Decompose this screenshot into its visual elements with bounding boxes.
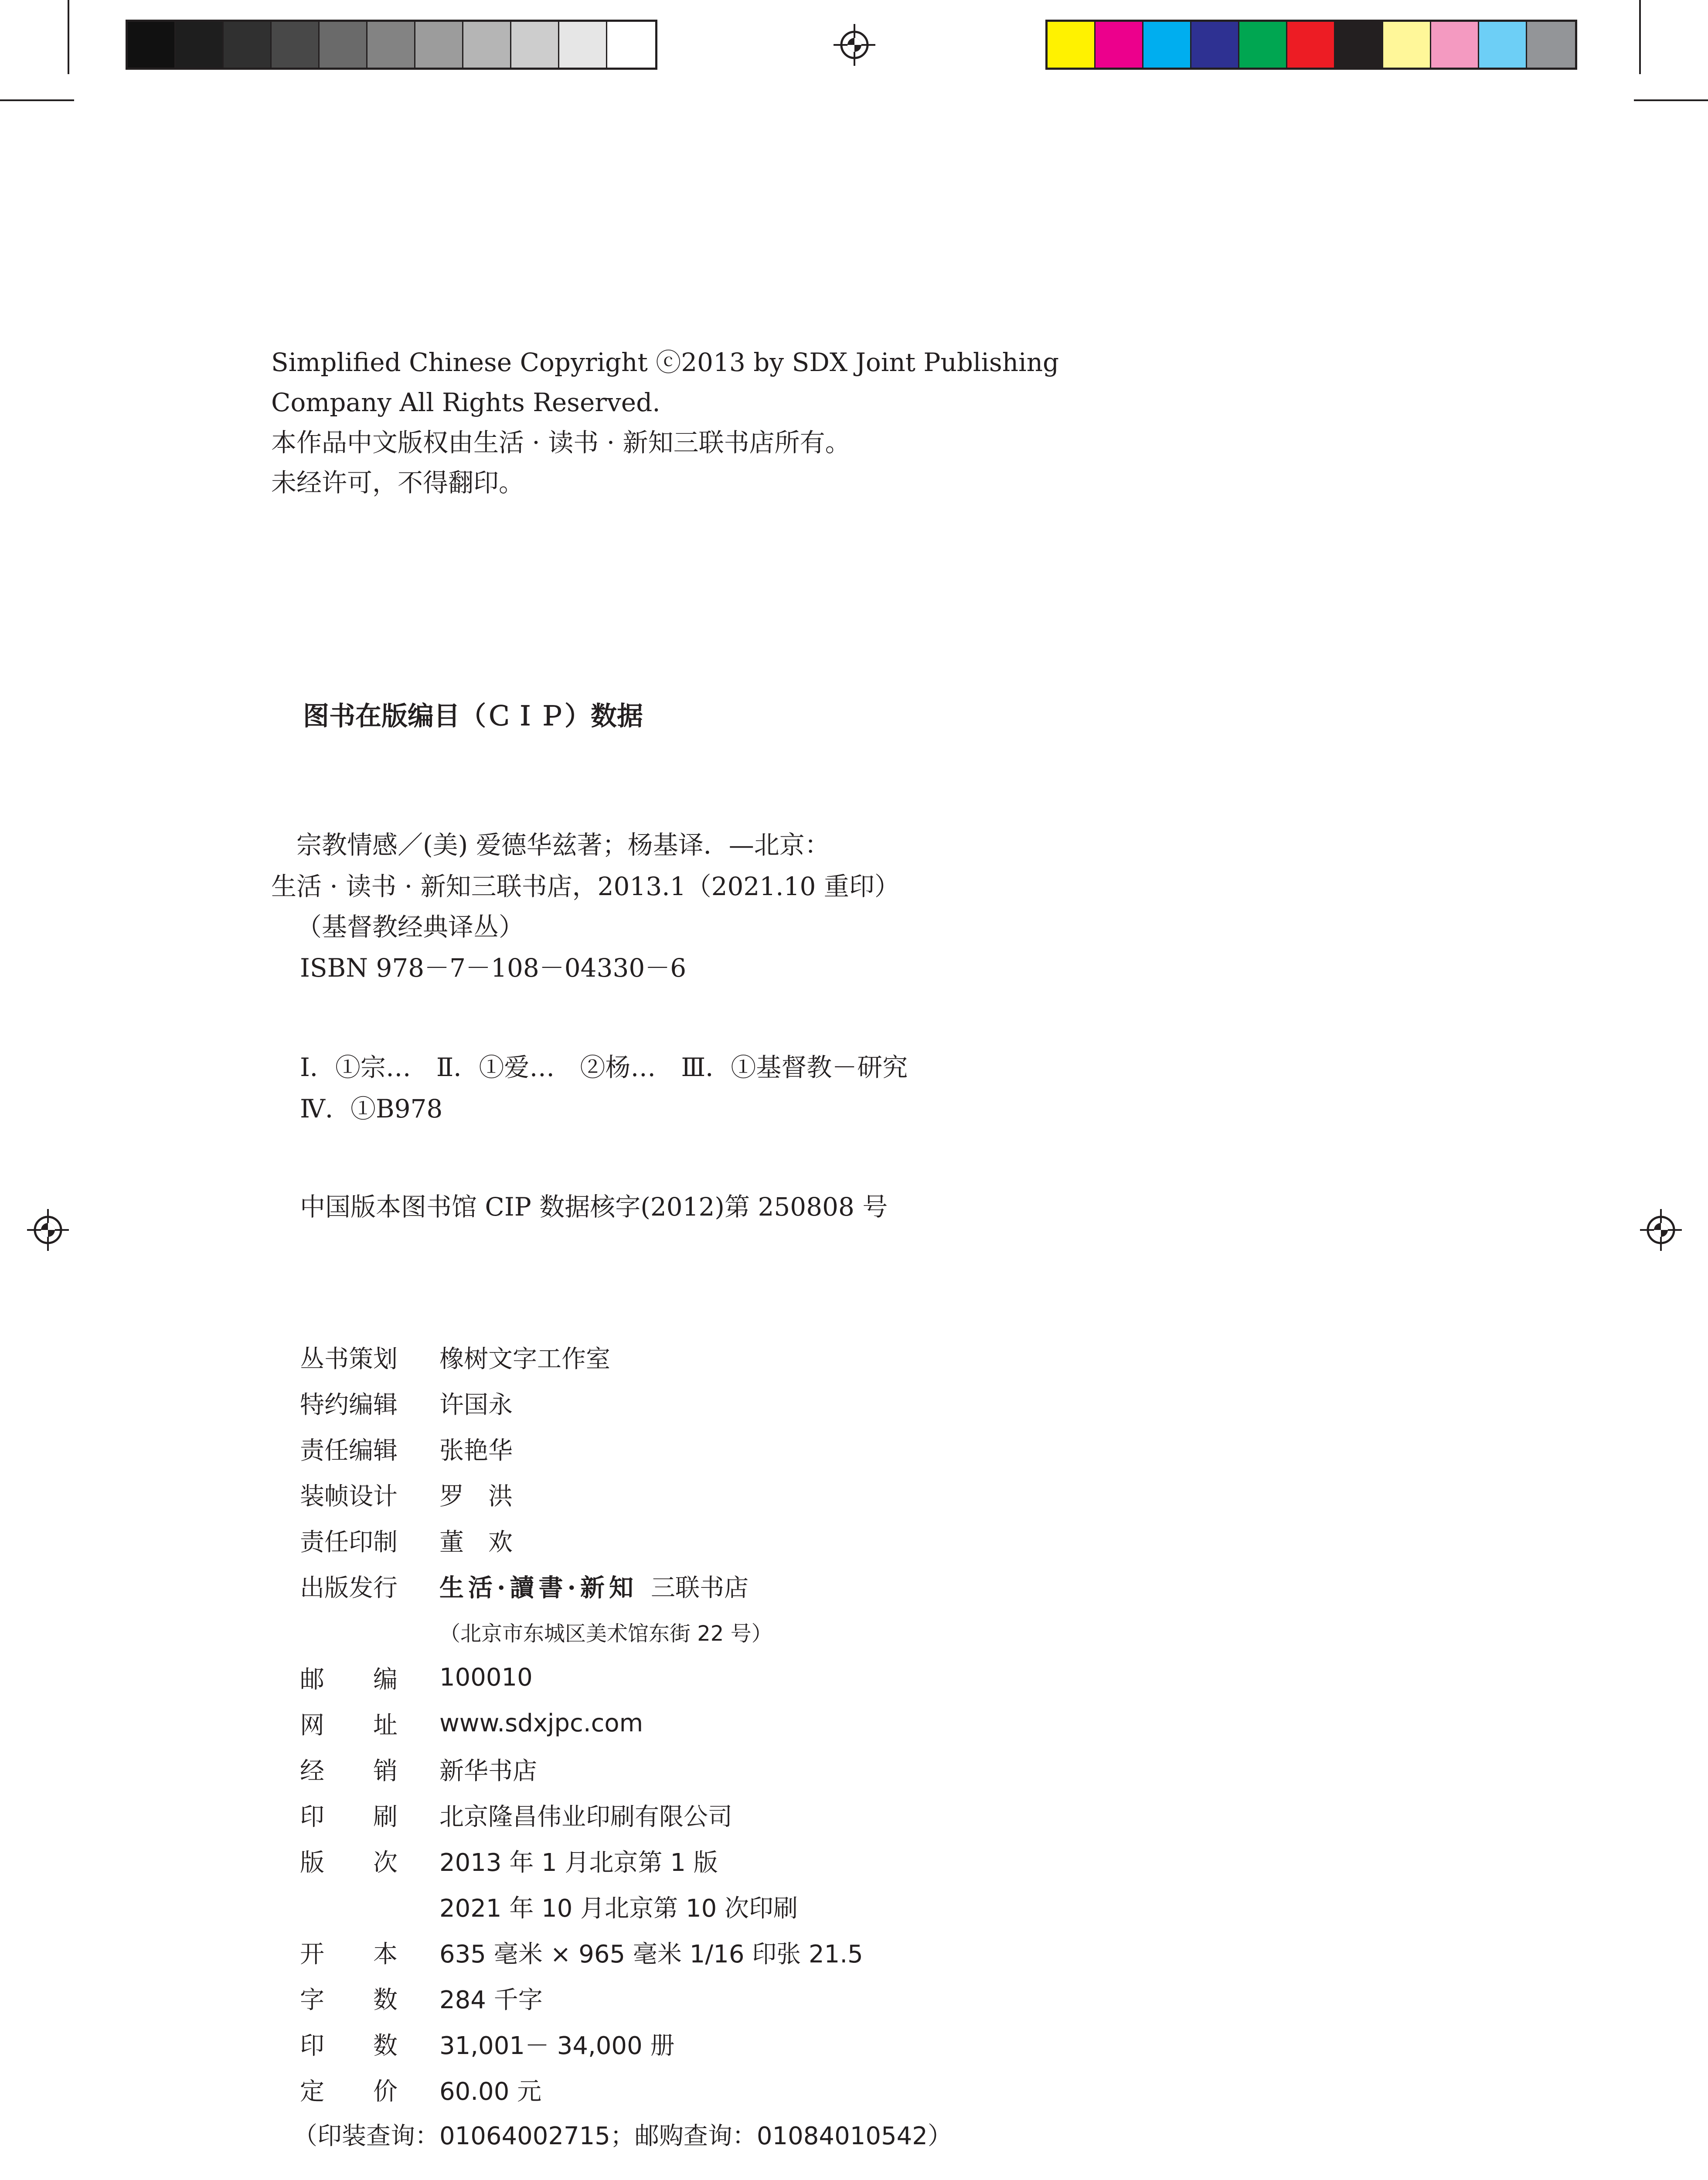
credit-row [300,1929,863,1975]
color-swatch [559,22,607,68]
credit-row [300,1700,863,1746]
credit-value: 60.00 元 [439,2077,542,2106]
color-swatch [1143,22,1191,68]
credit-value: 2013 年 1 月北京第 1 版 [439,1848,718,1877]
cip-title: 图书在版编目（ＣＩＰ）数据 [303,701,643,732]
color-swatch [367,22,415,68]
credit-value: 635 毫米 × 965 毫米 1/16 印张 21.5 [439,1940,863,1969]
color-swatch [1239,22,1287,68]
credit-row [300,1426,863,1472]
credit-value: www.sdxjpc.com [439,1709,643,1737]
color-swatch [128,22,176,68]
credit-label: 特约编辑 [300,1390,398,1419]
credits-list [300,1334,863,2112]
credit-value: （北京市东城区美术馆东街 22 号） [439,1621,772,1646]
credit-label: 字 数 [300,1986,398,2014]
contact-info: （印装查询：01064002715；邮购查询：01084010542） [293,2122,952,2150]
credit-row [300,1334,863,1380]
cmyk-color-bar [1045,20,1577,70]
credit-value: 100010 [439,1663,533,1692]
cip-line: 生活 · 读书 · 新知三联书店，2013.1（2021.10 重印） [271,872,900,901]
credit-label: 开 本 [300,1940,398,1969]
crop-mark [0,99,74,101]
credit-label: 责任印制 [300,1528,398,1557]
credit-label: 邮 编 [300,1665,398,1694]
registration-mark-icon [27,1209,69,1251]
color-swatch [1479,22,1527,68]
crop-mark [68,0,69,74]
credit-row [300,2067,863,2112]
credit-row [300,1884,863,1929]
credit-row [300,1975,863,2021]
credit-row [300,1792,863,1838]
credit-row [300,1838,863,1884]
credit-value: 许国永 [439,1390,513,1419]
credit-value: 31,001－ 34,000 册 [439,2031,675,2060]
registration-mark-icon [1640,1209,1682,1251]
cip-classification: Ⅰ．①宗… Ⅱ．①爱… ②杨… Ⅲ．①基督教－研究 [300,1053,908,1082]
credit-label: 丛书策划 [300,1345,398,1373]
crop-mark [1639,0,1641,74]
credit-value: 新华书店 [439,1757,537,1785]
credit-row [300,1380,863,1426]
registration-mark-icon [834,24,875,66]
credit-label: 出版发行 [300,1574,398,1602]
gray-color-bar [126,20,657,70]
credit-label: 网 址 [300,1711,398,1740]
credit-value: 董 欢 [439,1528,513,1557]
credit-row [300,1472,863,1517]
cip-isbn: ISBN 978－7－108－04330－6 [300,953,687,983]
credit-value: 橡树文字工作室 [439,1345,610,1373]
credit-row [300,1655,863,1700]
credit-row [300,2021,863,2067]
color-swatch [1096,22,1143,68]
color-swatch [607,22,655,68]
credit-label: 版 次 [300,1848,398,1877]
crop-mark [1634,99,1708,101]
credit-label: 经 销 [300,1757,398,1785]
color-swatch [1335,22,1383,68]
color-swatch [1383,22,1431,68]
color-swatch [224,22,272,68]
color-swatch [1431,22,1479,68]
color-swatch [1048,22,1096,68]
credit-row [300,1563,863,1609]
credit-label: 责任编辑 [300,1436,398,1465]
credit-value: 284 千字 [439,1986,543,2014]
cip-line: 宗教情感／(美) 爱德华兹著；杨基译．—北京： [296,830,830,860]
cip-line: （基督教经典译丛） [296,912,524,942]
color-swatch [1527,22,1575,68]
credit-row [300,1517,863,1563]
copyright-line-en-1: Simplified Chinese Copyright ⓒ2013 by SDX Joint Publishing [271,347,1059,377]
credit-value: 2021 年 10 月北京第 10 次印刷 [439,1894,798,1923]
copyright-line-zh-1: 本作品中文版权由生活 · 读书 · 新知三联书店所有。 [271,428,851,457]
credit-label: 装帧设计 [300,1482,398,1511]
copyright-line-en-2: Company All Rights Reserved. [271,388,660,417]
credit-value: 张艳华 [439,1436,513,1465]
publisher-logo: 生活·讀書·新知 [439,1573,638,1602]
credit-value: 北京隆昌伟业印刷有限公司 [439,1802,732,1831]
color-swatch [463,22,511,68]
color-swatch [320,22,367,68]
cip-record-number: 中国版本图书馆 CIP 数据核字(2012)第 250808 号 [300,1192,888,1222]
credit-value: 三联书店 [651,1574,749,1602]
credit-row [300,1746,863,1792]
credit-label: 印 数 [300,2031,398,2060]
color-swatch [1191,22,1239,68]
color-swatch [272,22,320,68]
copyright-line-zh-2: 未经许可，不得翻印。 [271,468,524,497]
credit-label: 印 刷 [300,1802,398,1831]
color-swatch [415,22,463,68]
color-swatch [1287,22,1335,68]
credit-label: 定 价 [300,2077,398,2106]
color-swatch [511,22,559,68]
credit-value: 罗 洪 [439,1482,513,1511]
color-swatch [176,22,224,68]
cip-classification: Ⅳ．①B978 [300,1094,443,1124]
credit-row [300,1609,863,1655]
